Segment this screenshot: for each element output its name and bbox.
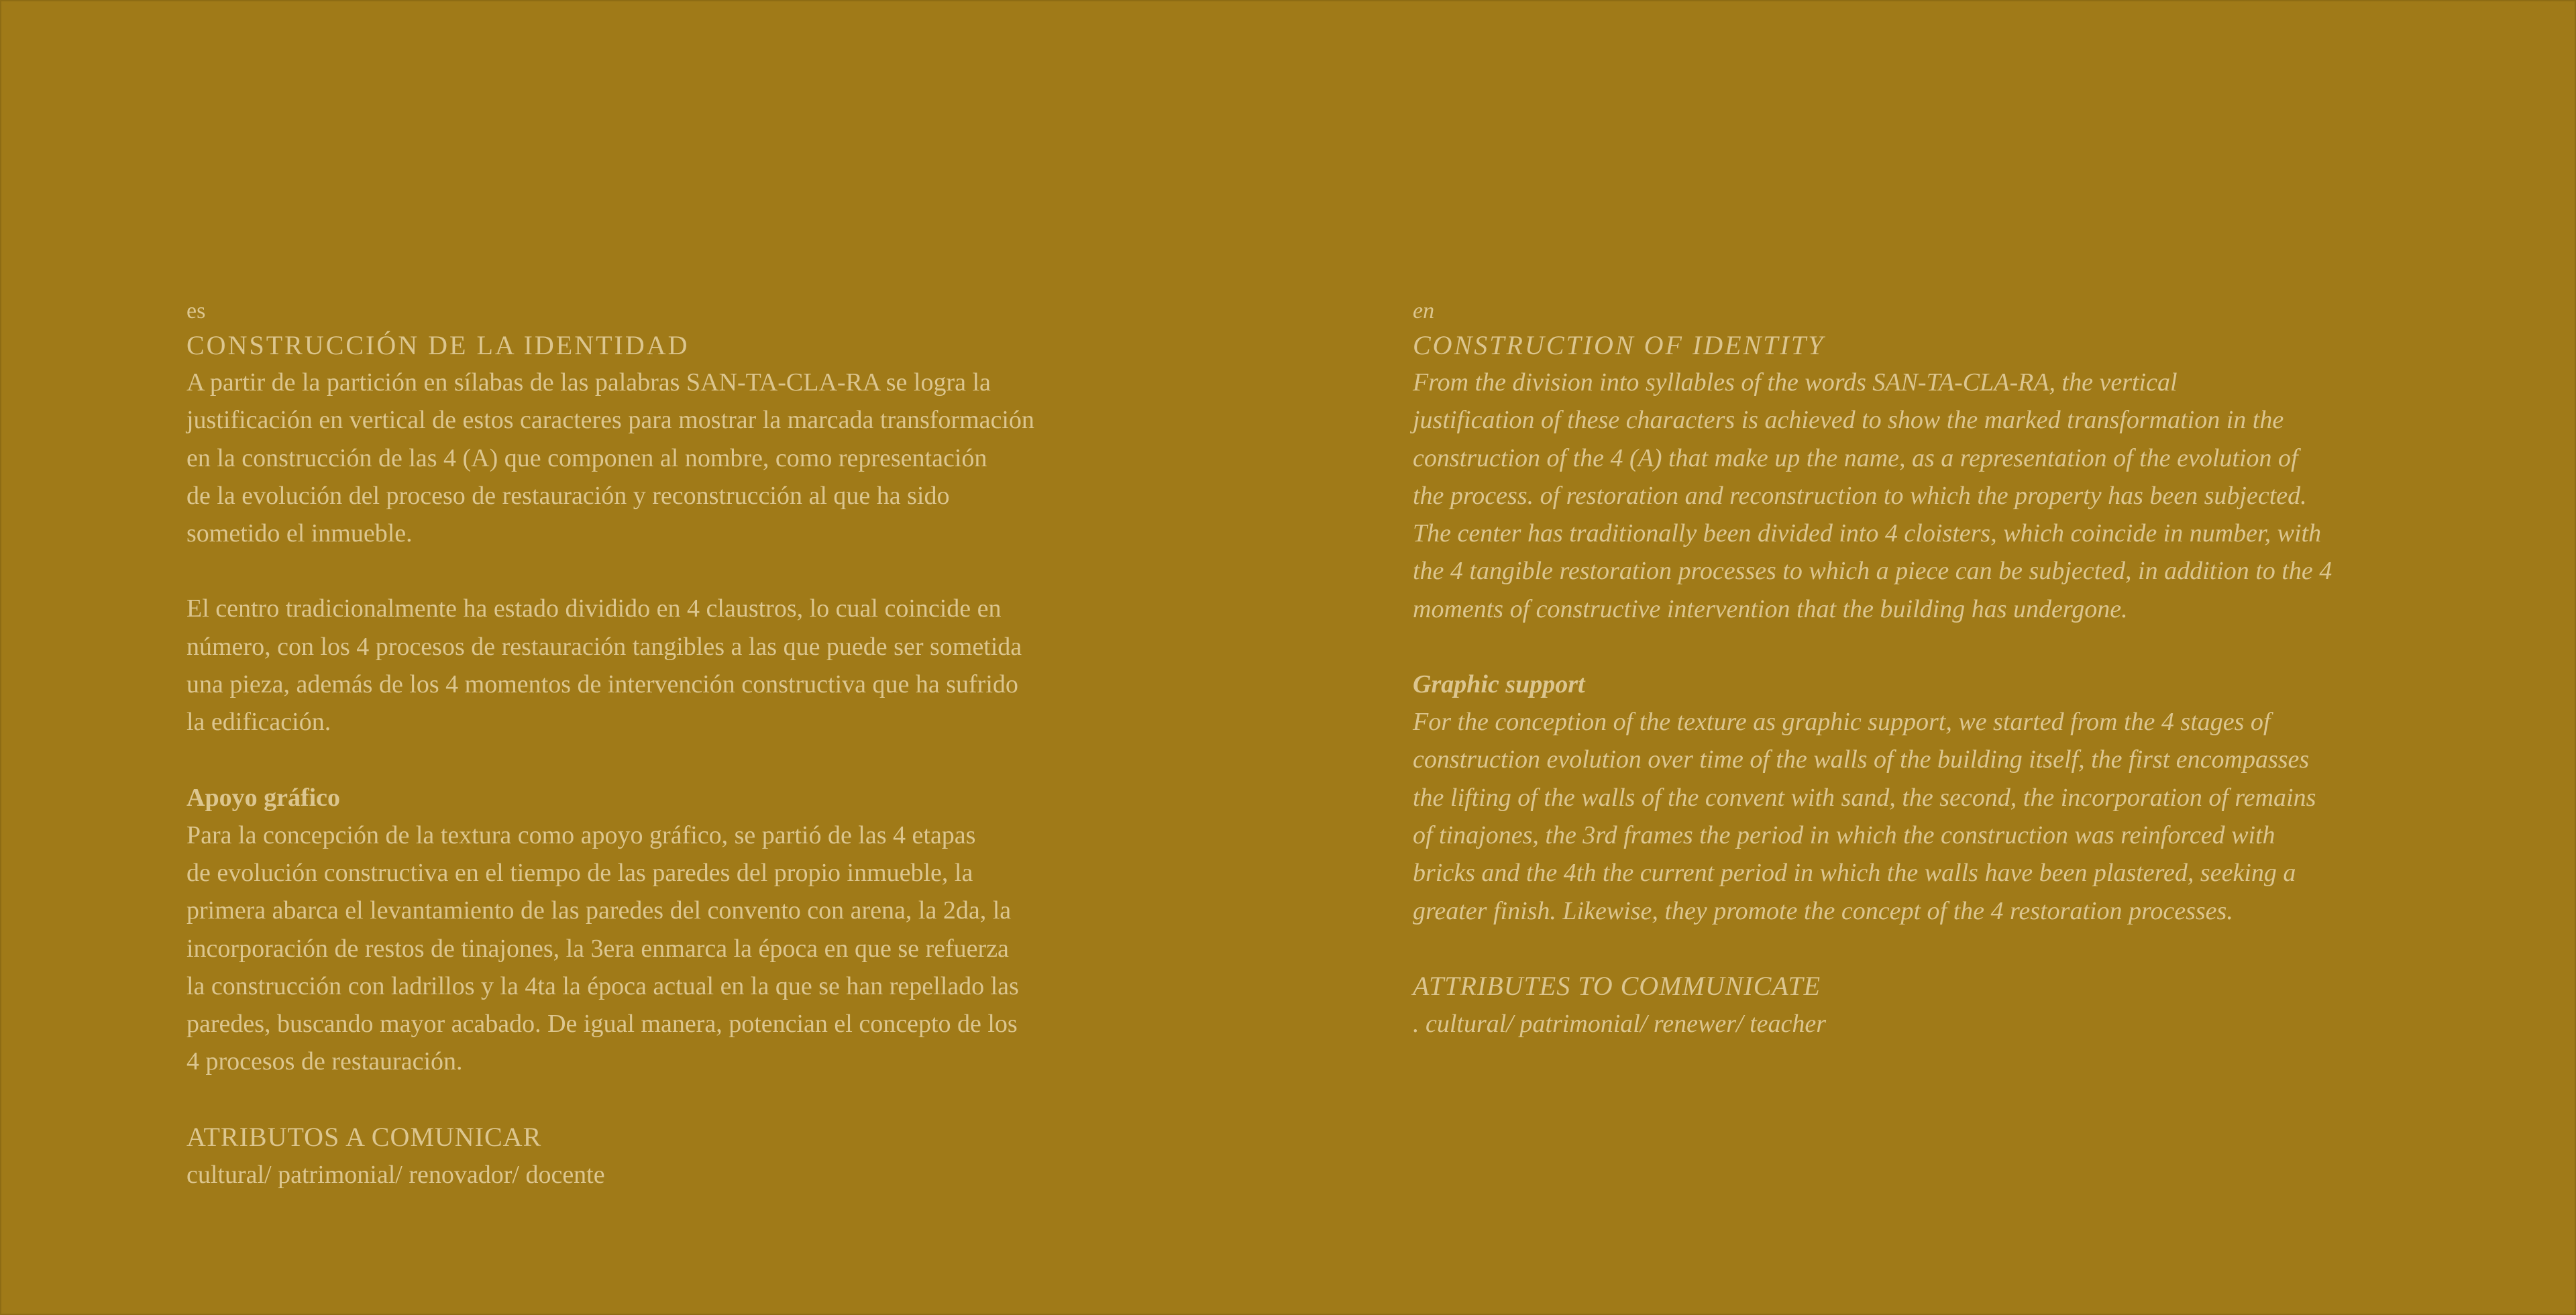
- language-code-es: es: [186, 299, 206, 323]
- text-line: moments of constructive intervention that the building has undergone.: [1413, 594, 2128, 623]
- paragraph-spacer: [1413, 628, 2406, 666]
- subheading-graphic-support-es: Apoyo gráfico: [186, 783, 341, 812]
- text-line: la construcción con ladrillos y la 4ta la época actual en la que se han repellado las: [186, 971, 1019, 1000]
- text-line: paredes, buscando mayor acabado. De igual manera, potencian el concepto de los: [186, 1010, 1018, 1039]
- text-line: de la evolución del proceso de restauración y reconstrucción al que ha sido: [186, 481, 950, 510]
- text-line: A partir de la partición en sílabas de las palabras SAN-TA-CLA-RA se logra la: [186, 368, 991, 397]
- section-title-en: CONSTRUCTION OF IDENTITY: [1413, 330, 1825, 360]
- text-line: construction evolution over time of the walls of the building itself, the first encompasses: [1413, 745, 2310, 774]
- text-line: la edificación.: [186, 708, 331, 737]
- text-line: the process. of restoration and reconstruction to which the property has been subjected.: [1413, 481, 2307, 510]
- text-line: 4 procesos de restauración.: [186, 1047, 463, 1076]
- paragraph-partition-en: [1413, 364, 2406, 628]
- text-line: The center has traditionally been divided into 4 cloisters, which coincide in number, with: [1413, 519, 2322, 548]
- paragraph-spacer: [186, 552, 1179, 590]
- attributes-title-en: ATTRIBUTES TO COMMUNICATE: [1413, 970, 1821, 1001]
- text-line: From the division into syllables of the words SAN-TA-CLA-RA, the vertical: [1413, 368, 2178, 397]
- english-column: [1413, 295, 2406, 1043]
- section-title-es: CONSTRUCCIÓN DE LA IDENTIDAD: [186, 330, 690, 360]
- text-line: número, con los 4 procesos de restauración tangibles a las que puede ser sometida: [186, 632, 1022, 661]
- text-line: sometido el inmueble.: [186, 519, 413, 548]
- paragraph-spacer: [186, 1081, 1179, 1118]
- paragraph-spacer: [186, 741, 1179, 779]
- text-line: de evolución constructiva en el tiempo de las paredes del propio inmueble, la: [186, 858, 973, 887]
- text-line: bricks and the 4th the current period in which the walls have been plastered, seeking a: [1413, 859, 2296, 888]
- paragraph-partition-es: [186, 364, 1179, 552]
- text-line: construction of the 4 (A) that make up the name, as a representation of the evolution of: [1413, 443, 2298, 472]
- subheading-graphic-support-en: Graphic support: [1413, 670, 1585, 699]
- spanish-column: [186, 295, 1179, 1194]
- text-line: Para la concepción de la textura como apoyo gráfico, se partió de las 4 etapas: [186, 821, 976, 849]
- text-line: en la construcción de las 4 (A) que componen al nombre, como representación: [186, 443, 987, 472]
- text-line: For the conception of the texture as graphic support, we started from the 4 stages of: [1413, 708, 2271, 737]
- paragraph-texture-es: [186, 817, 1179, 1081]
- attributes-list-en: . cultural/ patrimonial/ renewer/ teacher: [1413, 1009, 1827, 1038]
- paragraph-cloisters-es: [186, 590, 1179, 741]
- attributes-list-es: cultural/ patrimonial/ renovador/ docente: [186, 1160, 605, 1189]
- text-line: justificación en vertical de estos caracteres para mostrar la marcada transformación: [186, 406, 1034, 435]
- attributes-title-es: ATRIBUTOS A COMUNICAR: [186, 1121, 542, 1152]
- text-line: incorporación de restos de tinajones, la 3era enmarca la época en que se refuerza: [186, 934, 1009, 963]
- text-line: the lifting of the walls of the convent with sand, the second, the incorporation of remains: [1413, 783, 2316, 812]
- text-line: El centro tradicionalmente ha estado dividido en 4 claustros, lo cual coincide en: [186, 594, 1002, 623]
- paragraph-spacer: [1413, 930, 2406, 967]
- text-line: the 4 tangible restoration processes to which a piece can be subjected, in addition to the 4: [1413, 557, 2332, 586]
- paragraph-texture-en: [1413, 703, 2406, 930]
- text-line: primera abarca el levantamiento de las paredes del convento con arena, la 2da, la: [186, 896, 1012, 925]
- text-line: justification of these characters is achieved to show the marked transformation in the: [1413, 406, 2284, 435]
- text-line: of tinajones, the 3rd frames the period in which the construction was reinforced with: [1413, 821, 2275, 849]
- language-code-en: en: [1413, 299, 1435, 323]
- text-line: una pieza, además de los 4 momentos de intervención constructiva que ha sufrido: [186, 670, 1018, 699]
- text-line: greater finish. Likewise, they promote the concept of the 4 restoration processes.: [1413, 896, 2233, 925]
